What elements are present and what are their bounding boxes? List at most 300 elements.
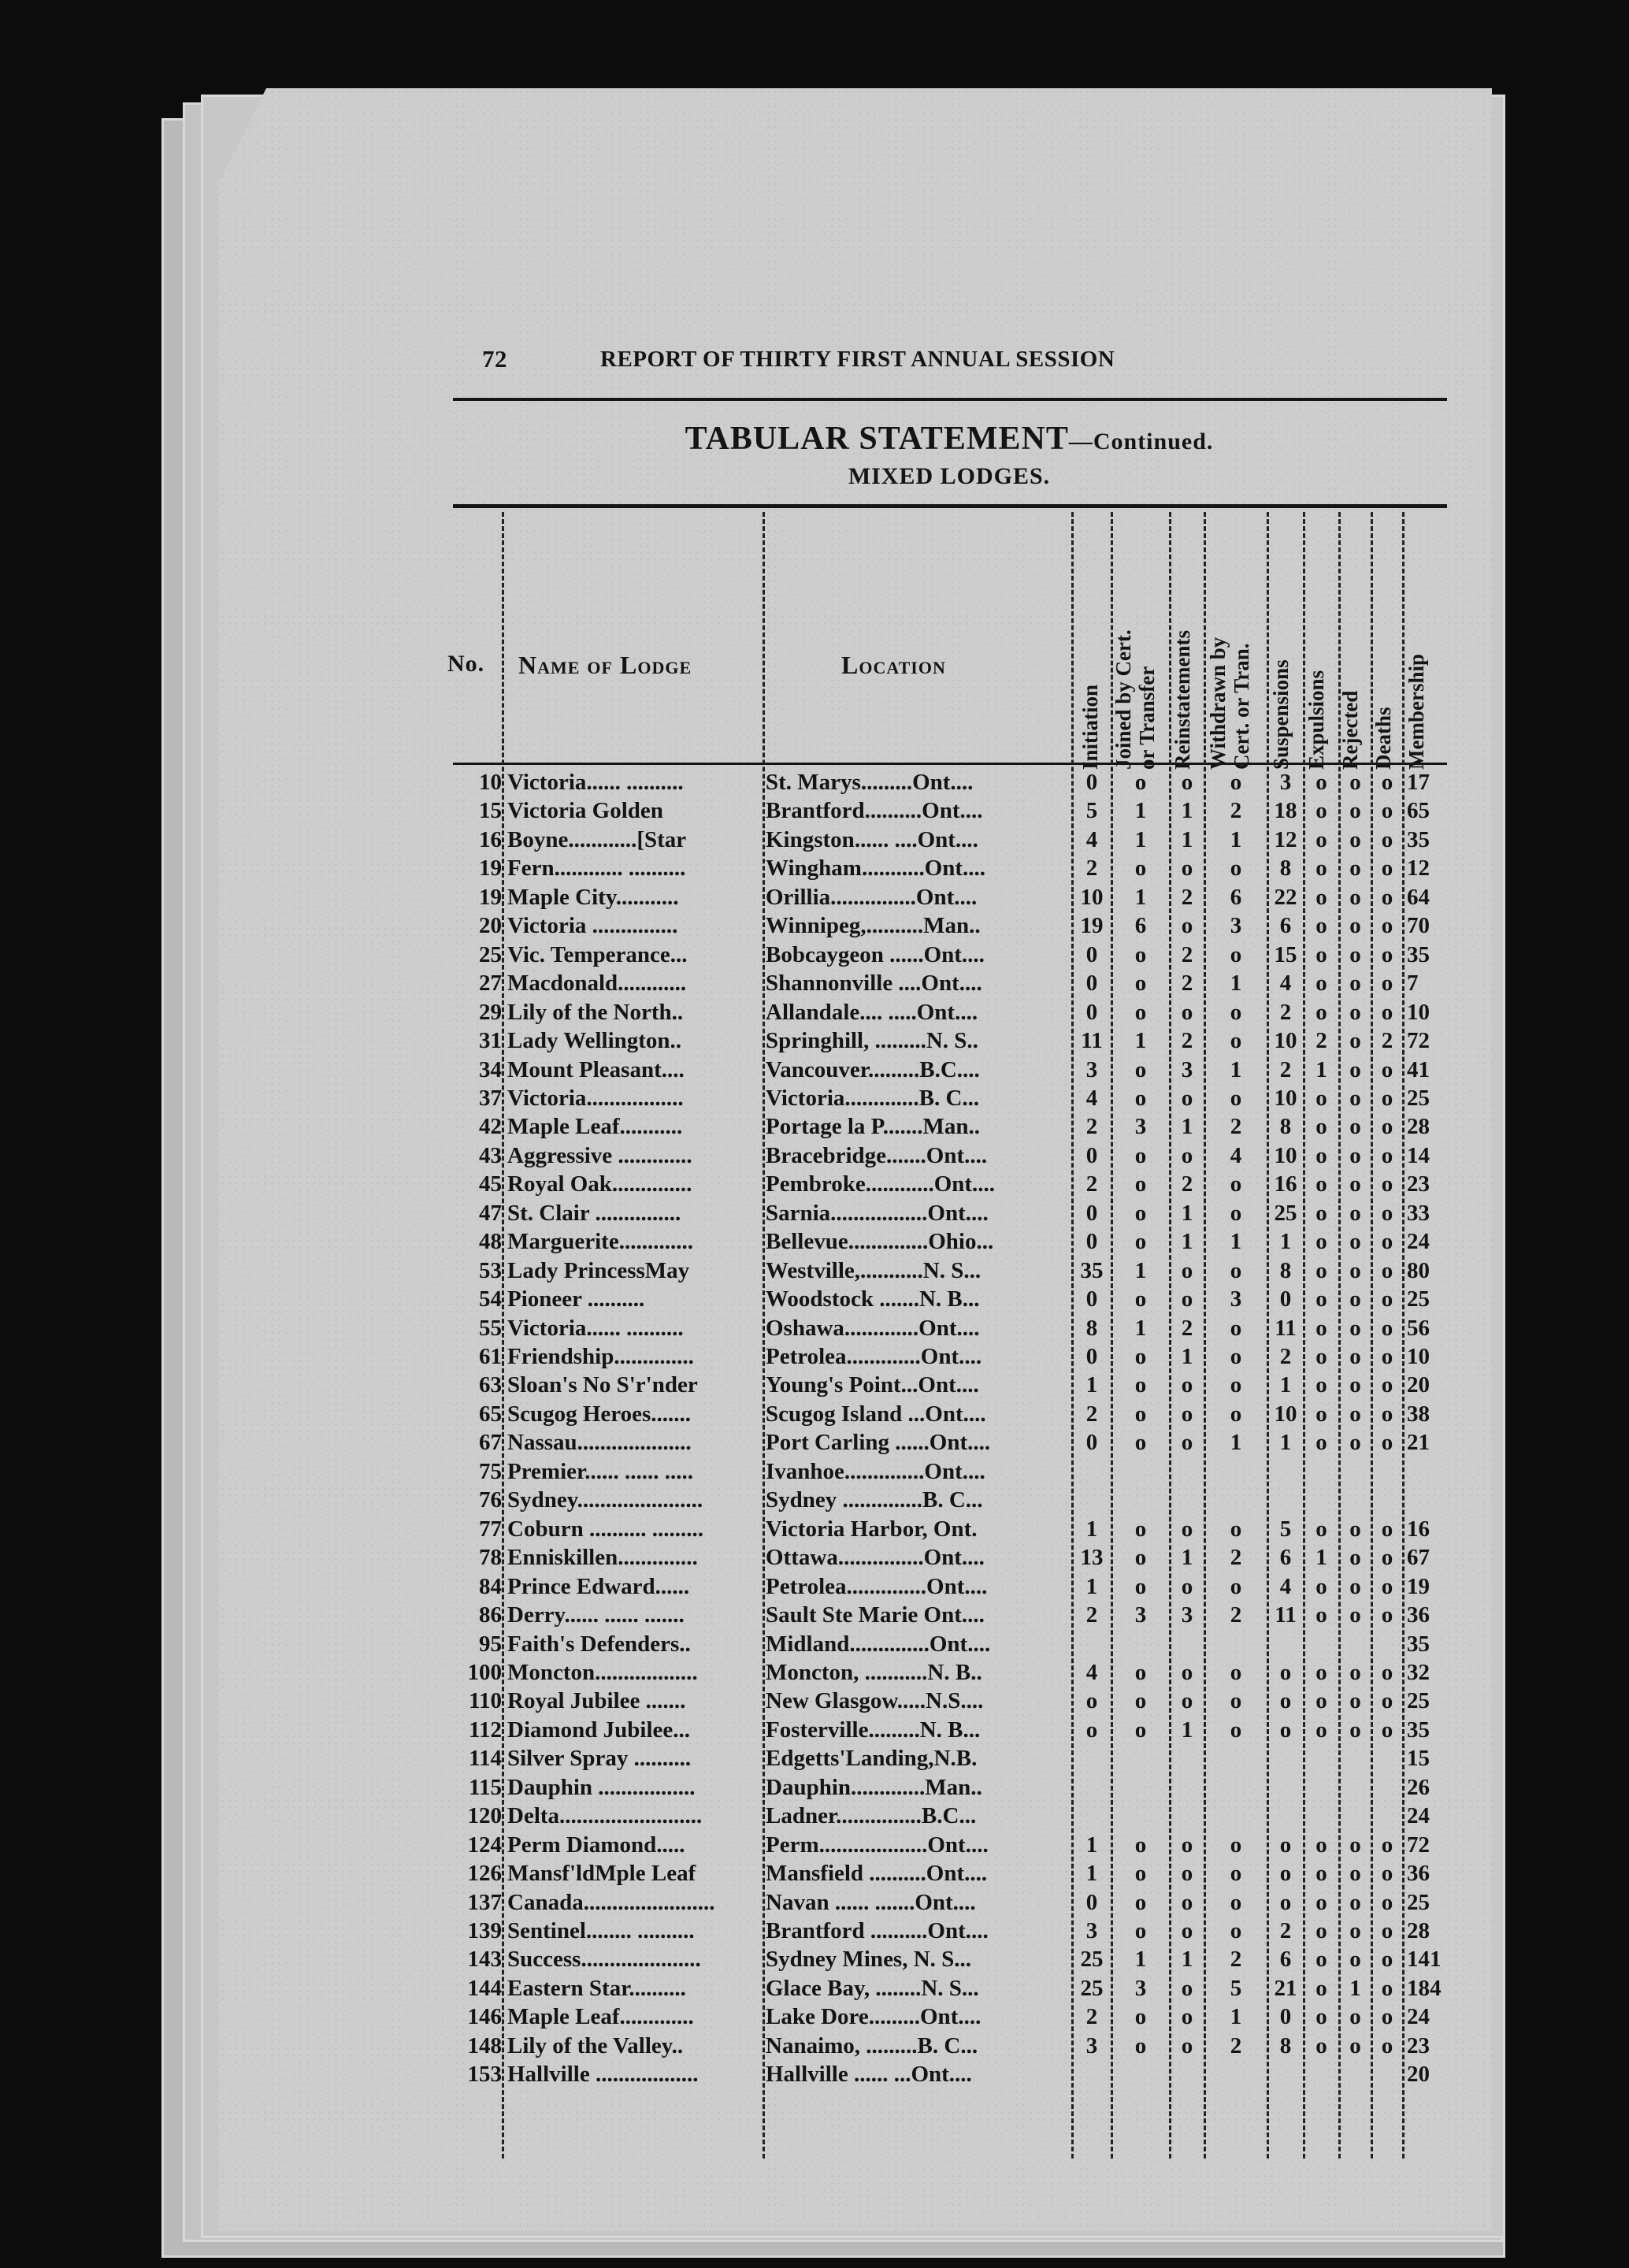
- lodge-location: Ladner...............B.C...: [766, 1804, 977, 1828]
- cell-rejected: o: [1349, 1401, 1361, 1427]
- lodge-name: Pioneer ..........: [507, 1287, 645, 1312]
- lodge-number: 63: [479, 1372, 502, 1398]
- cell-joined: o: [1134, 1401, 1147, 1427]
- lodge-name: Nassau....................: [507, 1431, 692, 1455]
- cell-rejected: o: [1349, 1918, 1361, 1943]
- lodge-name: Victoria.................: [507, 1086, 684, 1110]
- lodge-number: 20: [479, 913, 502, 939]
- cell-joined: o: [1134, 1372, 1147, 1398]
- lodge-number: 27: [479, 971, 502, 997]
- cell-expulsions: o: [1315, 1171, 1327, 1197]
- lodge-number: 34: [479, 1056, 502, 1082]
- table-row: [0, 2062, 1629, 2086]
- cell-rejected: o: [1349, 884, 1361, 910]
- cell-suspensions: 3: [1279, 770, 1292, 795]
- lodge-name: Sloan's No S'r'nder: [507, 1373, 698, 1398]
- cell-suspensions: 16: [1274, 1171, 1297, 1197]
- cell-withdrawn: o: [1230, 1688, 1242, 1714]
- lodge-location: Victoria.............B. C...: [766, 1086, 980, 1110]
- col-header-deaths: Deaths: [1371, 707, 1395, 770]
- cell-rejected: o: [1349, 1286, 1361, 1312]
- cell-membership: 141: [1407, 1947, 1442, 1973]
- cell-initiation: 1: [1085, 1372, 1098, 1398]
- cell-reinstatements: 2: [1181, 1171, 1193, 1197]
- cell-joined: o: [1134, 1573, 1147, 1599]
- cell-reinstatements: 2: [1181, 884, 1193, 910]
- lodge-name: Dauphin .................: [507, 1775, 696, 1799]
- lodge-number: 19: [479, 884, 502, 910]
- cell-rejected: o: [1349, 1832, 1361, 1858]
- lodge-name: Victoria...... ..........: [507, 770, 684, 794]
- cell-rejected: o: [1349, 941, 1361, 967]
- table-row: [0, 1517, 1629, 1541]
- cell-membership: 21: [1407, 1430, 1430, 1456]
- lodge-location: Midland..............Ont....: [766, 1631, 991, 1656]
- cell-joined: 3: [1134, 1975, 1147, 2001]
- cell-joined: 6: [1134, 913, 1147, 939]
- cell-suspensions: o: [1279, 1659, 1292, 1685]
- cell-withdrawn: 2: [1230, 1947, 1242, 1973]
- cell-deaths: o: [1381, 1257, 1393, 1283]
- cell-withdrawn: o: [1230, 1028, 1242, 1054]
- lodge-location: Vancouver.........B.C....: [766, 1057, 980, 1082]
- cell-joined: 1: [1134, 884, 1147, 910]
- cell-initiation: 13: [1080, 1545, 1104, 1571]
- cell-reinstatements: o: [1181, 1573, 1193, 1599]
- lodge-name: Faith's Defenders..: [507, 1631, 691, 1656]
- cell-withdrawn: o: [1230, 1171, 1242, 1197]
- table-row: [0, 1947, 1629, 1971]
- lodge-name: Marguerite.............: [507, 1230, 693, 1254]
- cell-suspensions: 18: [1274, 798, 1297, 824]
- cell-membership: 20: [1407, 1372, 1430, 1398]
- cell-suspensions: 2: [1279, 1918, 1292, 1943]
- cell-deaths: o: [1381, 1229, 1393, 1255]
- cell-rejected: o: [1349, 1142, 1361, 1168]
- cell-membership: 25: [1407, 1085, 1430, 1111]
- lodge-location: New Glasgow.....N.S....: [766, 1689, 984, 1713]
- cell-suspensions: 11: [1275, 1315, 1297, 1341]
- cell-withdrawn: 1: [1230, 1056, 1242, 1082]
- cell-expulsions: o: [1315, 2004, 1327, 2030]
- cell-membership: 23: [1407, 2032, 1430, 2058]
- cell-deaths: o: [1381, 1142, 1393, 1168]
- cell-joined: o: [1134, 1430, 1147, 1456]
- cell-withdrawn: o: [1230, 1573, 1242, 1599]
- lodge-name: Sentinel........ ..........: [507, 1919, 695, 1943]
- cell-joined: o: [1134, 1171, 1147, 1197]
- cell-initiation: 19: [1080, 913, 1104, 939]
- cell-rejected: o: [1349, 798, 1361, 824]
- cell-membership: 15: [1407, 1746, 1430, 1772]
- cell-rejected: o: [1349, 1372, 1361, 1398]
- cell-initiation: 1: [1085, 1516, 1098, 1542]
- lodge-name: Aggressive .............: [507, 1143, 692, 1167]
- cell-reinstatements: 3: [1181, 1056, 1193, 1082]
- lodge-location: Bobcaygeon ......Ont....: [766, 942, 985, 967]
- cell-reinstatements: o: [1181, 856, 1193, 882]
- lodge-location: Wingham...........Ont....: [766, 856, 986, 881]
- lodge-location: Kingston...... ....Ont....: [766, 827, 978, 852]
- cell-withdrawn: 2: [1230, 798, 1242, 824]
- cell-suspensions: 8: [1279, 856, 1292, 882]
- table-row: [0, 1661, 1629, 1684]
- cell-membership: 36: [1407, 1602, 1430, 1628]
- cell-deaths: o: [1381, 1975, 1393, 2001]
- cell-rejected: o: [1349, 1200, 1361, 1226]
- cell-suspensions: 21: [1274, 1975, 1297, 2001]
- lodge-location: Mansfield ..........Ont....: [766, 1862, 988, 1886]
- cell-withdrawn: 2: [1230, 1114, 1242, 1140]
- cell-membership: 17: [1407, 770, 1430, 795]
- table-row: [0, 799, 1629, 822]
- cell-withdrawn: 3: [1230, 1286, 1242, 1312]
- cell-initiation: 2: [1085, 1401, 1098, 1427]
- table-row: [0, 1919, 1629, 1943]
- col-header-suspensions: Suspensions: [1269, 659, 1293, 770]
- cell-joined: o: [1134, 1344, 1147, 1369]
- cell-joined: 1: [1134, 826, 1147, 852]
- cell-withdrawn: o: [1230, 1889, 1242, 1915]
- cell-deaths: o: [1381, 856, 1393, 882]
- cell-expulsions: o: [1315, 1085, 1327, 1111]
- lodge-name: Royal Oak..............: [507, 1172, 692, 1197]
- table-row: [0, 1862, 1629, 1885]
- cell-joined: 1: [1134, 1947, 1147, 1973]
- cell-expulsions: o: [1315, 1344, 1327, 1369]
- cell-initiation: 0: [1085, 1229, 1098, 1255]
- cell-suspensions: o: [1279, 1889, 1292, 1915]
- cell-initiation: 1: [1085, 1832, 1098, 1858]
- lodge-location: Pembroke............Ont....: [766, 1172, 996, 1197]
- cell-deaths: o: [1381, 826, 1393, 852]
- cell-joined: 1: [1134, 1315, 1147, 1341]
- lodge-number: 144: [467, 1975, 502, 2001]
- cell-reinstatements: o: [1181, 770, 1193, 795]
- lodge-name: Maple City...........: [507, 885, 679, 909]
- cell-initiation: 0: [1085, 770, 1098, 795]
- lodge-name: Success.....................: [507, 1947, 701, 1972]
- table-row: [0, 1402, 1629, 1426]
- cell-suspensions: 8: [1279, 1257, 1292, 1283]
- col-header-joined-2: or Transfer: [1135, 666, 1159, 770]
- cell-rejected: o: [1349, 1085, 1361, 1111]
- cell-expulsions: o: [1315, 1286, 1327, 1312]
- cell-suspensions: 6: [1279, 1545, 1292, 1571]
- table-title-continued: —Continued.: [1068, 429, 1214, 455]
- lodge-location: Winnipeg,..........Man..: [766, 914, 981, 938]
- cell-suspensions: 10: [1274, 1401, 1297, 1427]
- lodge-number: 47: [479, 1200, 502, 1226]
- lodge-name: Perm Diamond.....: [507, 1832, 685, 1857]
- lodge-number: 29: [479, 999, 502, 1025]
- cell-expulsions: 2: [1315, 1028, 1327, 1054]
- cell-membership: 25: [1407, 1889, 1430, 1915]
- cell-deaths: o: [1381, 1344, 1393, 1369]
- lodge-name: Delta.........................: [507, 1804, 703, 1828]
- cell-joined: o: [1134, 2004, 1147, 2030]
- lodge-number: 86: [479, 1602, 502, 1628]
- cell-reinstatements: 1: [1181, 1947, 1193, 1973]
- cell-expulsions: o: [1315, 971, 1327, 997]
- cell-membership: 64: [1407, 884, 1430, 910]
- cell-rejected: o: [1349, 1430, 1361, 1456]
- cell-initiation: 0: [1085, 1286, 1098, 1312]
- table-row: [0, 1287, 1629, 1311]
- cell-rejected: o: [1349, 1257, 1361, 1283]
- cell-suspensions: 10: [1274, 1085, 1297, 1111]
- lodge-name: Victoria...... ..........: [507, 1316, 684, 1340]
- cell-joined: 3: [1134, 1602, 1147, 1628]
- lodge-number: 19: [479, 856, 502, 882]
- table-row: [0, 1172, 1629, 1196]
- lodge-name: Royal Jubilee .......: [507, 1689, 686, 1713]
- lodge-number: 15: [479, 798, 502, 824]
- lodge-location: Woodstock .......N. B...: [766, 1287, 980, 1312]
- table-row: [0, 856, 1629, 880]
- cell-withdrawn: 2: [1230, 1545, 1242, 1571]
- table-row: [0, 1345, 1629, 1368]
- lodge-number: 126: [467, 1861, 502, 1887]
- lodge-location: Westville,...........N. S...: [766, 1258, 981, 1282]
- cell-reinstatements: o: [1181, 2004, 1193, 2030]
- lodge-number: 112: [469, 1717, 502, 1743]
- lodge-location: Edgetts'Landing,N.B.: [766, 1746, 978, 1771]
- cell-reinstatements: o: [1181, 1659, 1193, 1685]
- cell-initiation: 0: [1085, 999, 1098, 1025]
- cell-rejected: o: [1349, 1861, 1361, 1887]
- table-row: [0, 1977, 1629, 2000]
- cell-deaths: o: [1381, 1717, 1393, 1743]
- cell-membership: 20: [1407, 2062, 1430, 2088]
- cell-joined: o: [1134, 1832, 1147, 1858]
- cell-withdrawn: 1: [1230, 971, 1242, 997]
- table-row: [0, 1431, 1629, 1454]
- cell-reinstatements: o: [1181, 1889, 1193, 1915]
- lodge-number: 65: [479, 1401, 502, 1427]
- table-row: [0, 1804, 1629, 1828]
- lodge-number: 16: [479, 826, 502, 852]
- lodge-number: 95: [479, 1631, 502, 1657]
- lodge-location: Perm...................Ont....: [766, 1832, 989, 1857]
- cell-deaths: o: [1381, 1516, 1393, 1542]
- cell-joined: 1: [1134, 798, 1147, 824]
- cell-initiation: 0: [1085, 1200, 1098, 1226]
- lodge-number: 143: [467, 1947, 502, 1973]
- lodge-name: Eastern Star..........: [507, 1976, 686, 2000]
- cell-initiation: 2: [1085, 1171, 1098, 1197]
- cell-deaths: o: [1381, 971, 1393, 997]
- cell-suspensions: 8: [1279, 2032, 1292, 2058]
- lodge-number: 110: [469, 1688, 502, 1714]
- cell-membership: 16: [1407, 1516, 1430, 1542]
- cell-initiation: 1: [1085, 1573, 1098, 1599]
- table-subtitle: MIXED LODGES.: [848, 463, 1051, 489]
- cell-initiation: 0: [1085, 1889, 1098, 1915]
- cell-reinstatements: o: [1181, 1372, 1193, 1398]
- cell-deaths: o: [1381, 1573, 1393, 1599]
- lodge-location: Petrolea..............Ont....: [766, 1574, 988, 1598]
- table-row: [0, 1000, 1629, 1024]
- table-row: [0, 1603, 1629, 1627]
- lodge-number: 45: [479, 1171, 502, 1197]
- cell-reinstatements: 1: [1181, 1229, 1193, 1255]
- cell-joined: o: [1134, 941, 1147, 967]
- lodge-name: Lily of the North..: [507, 1000, 684, 1024]
- cell-deaths: o: [1381, 999, 1393, 1025]
- cell-reinstatements: 2: [1181, 1028, 1193, 1054]
- cell-suspensions: 0: [1279, 2004, 1292, 2030]
- cell-expulsions: o: [1315, 1602, 1327, 1628]
- cell-reinstatements: o: [1181, 999, 1193, 1025]
- cell-deaths: o: [1381, 1659, 1393, 1685]
- cell-joined: o: [1134, 1200, 1147, 1226]
- cell-deaths: o: [1381, 1056, 1393, 1082]
- cell-expulsions: o: [1315, 1516, 1327, 1542]
- cell-joined: o: [1134, 1688, 1147, 1714]
- lodge-name: Scugog Heroes.......: [507, 1401, 692, 1426]
- lodge-location: Sydney ..............B. C...: [766, 1488, 983, 1513]
- lodge-name: Victoria Golden: [507, 799, 663, 823]
- cell-expulsions: o: [1315, 1430, 1327, 1456]
- cell-joined: o: [1134, 1229, 1147, 1255]
- table-row: [0, 1201, 1629, 1225]
- cell-joined: 1: [1134, 1257, 1147, 1283]
- table-row: [0, 1488, 1629, 1512]
- cell-expulsions: o: [1315, 1975, 1327, 2001]
- lodge-location: Brantford..........Ont....: [766, 799, 983, 823]
- cell-withdrawn: o: [1230, 856, 1242, 882]
- table-row: [0, 1575, 1629, 1598]
- cell-withdrawn: 3: [1230, 913, 1242, 939]
- cell-withdrawn: o: [1230, 1717, 1242, 1743]
- cell-reinstatements: 3: [1181, 1602, 1193, 1628]
- cell-rejected: o: [1349, 1229, 1361, 1255]
- cell-rejected: o: [1349, 1602, 1361, 1628]
- lodge-number: 31: [479, 1028, 502, 1054]
- lodge-name: Hallville ..................: [507, 2062, 699, 2087]
- lodge-number: 78: [479, 1545, 502, 1571]
- cell-expulsions: o: [1315, 1200, 1327, 1226]
- cell-membership: 26: [1407, 1774, 1430, 1800]
- lodge-number: 10: [479, 770, 502, 795]
- cell-rejected: o: [1349, 1659, 1361, 1685]
- lodge-number: 84: [479, 1573, 502, 1599]
- cell-joined: o: [1134, 2032, 1147, 2058]
- lodge-location: Ottawa...............Ont....: [766, 1546, 985, 1570]
- lodge-name: Premier...... ...... .....: [507, 1459, 693, 1483]
- cell-joined: o: [1134, 1861, 1147, 1887]
- cell-deaths: o: [1381, 1286, 1393, 1312]
- lodge-location: Bellevue..............Ohio...: [766, 1230, 994, 1254]
- cell-withdrawn: o: [1230, 1659, 1242, 1685]
- cell-withdrawn: 5: [1230, 1975, 1242, 2001]
- col-header-rejected: Rejected: [1338, 690, 1362, 770]
- cell-withdrawn: o: [1230, 1315, 1242, 1341]
- cell-membership: 41: [1407, 1056, 1430, 1082]
- table-row: [0, 885, 1629, 909]
- table-row: [0, 1058, 1629, 1082]
- cell-rejected: o: [1349, 913, 1361, 939]
- cell-expulsions: o: [1315, 1229, 1327, 1255]
- lodge-name: Maple Leaf...........: [507, 1115, 683, 1139]
- lodge-number: 25: [479, 941, 502, 967]
- cell-rejected: o: [1349, 1114, 1361, 1140]
- cell-membership: 33: [1407, 1200, 1430, 1226]
- cell-rejected: 1: [1349, 1975, 1361, 2001]
- lodge-name: Macdonald............: [507, 971, 687, 996]
- lodge-location: Portage la P.......Man..: [766, 1115, 980, 1139]
- cell-rejected: o: [1349, 971, 1361, 997]
- cell-suspensions: 4: [1279, 1573, 1292, 1599]
- cell-rejected: o: [1349, 1688, 1361, 1714]
- cell-deaths: o: [1381, 1085, 1393, 1111]
- cell-reinstatements: 1: [1181, 826, 1193, 852]
- cell-reinstatements: o: [1181, 1516, 1193, 1542]
- cell-suspensions: 11: [1275, 1602, 1297, 1628]
- cell-initiation: 1: [1085, 1861, 1098, 1887]
- cell-initiation: 35: [1080, 1257, 1104, 1283]
- cell-initiation: 0: [1085, 1142, 1098, 1168]
- cell-suspensions: 1: [1279, 1372, 1292, 1398]
- lodge-name: Prince Edward......: [507, 1574, 690, 1598]
- lodge-number: 100: [467, 1659, 502, 1685]
- cell-membership: 35: [1407, 1717, 1430, 1743]
- cell-expulsions: o: [1315, 1573, 1327, 1599]
- cell-expulsions: o: [1315, 1832, 1327, 1858]
- page-header: [482, 345, 1293, 380]
- page-number: 72: [482, 345, 507, 373]
- cell-reinstatements: o: [1181, 1861, 1193, 1887]
- cell-deaths: o: [1381, 1114, 1393, 1140]
- col-header-withdrawn-2: Cert. or Tran.: [1230, 643, 1253, 770]
- lodge-number: 55: [479, 1315, 502, 1341]
- cell-joined: o: [1134, 1659, 1147, 1685]
- cell-rejected: o: [1349, 1056, 1361, 1082]
- table-title-main: TABULAR STATEMENT: [685, 421, 1069, 457]
- cell-expulsions: 1: [1315, 1545, 1327, 1571]
- cell-membership: 184: [1407, 1975, 1442, 2001]
- lodge-location: Sault Ste Marie Ont....: [766, 1603, 985, 1628]
- cell-reinstatements: o: [1181, 2032, 1193, 2058]
- cell-membership: 24: [1407, 2004, 1430, 2030]
- lodge-name: Lily of the Valley..: [507, 2033, 684, 2058]
- cell-reinstatements: 1: [1181, 1545, 1193, 1571]
- cell-membership: 25: [1407, 1688, 1430, 1714]
- lodge-location: Dauphin.............Man..: [766, 1775, 982, 1799]
- cell-reinstatements: 2: [1181, 941, 1193, 967]
- cell-membership: 7: [1407, 971, 1419, 997]
- cell-rejected: o: [1349, 1717, 1361, 1743]
- cell-reinstatements: o: [1181, 1975, 1193, 2001]
- cell-membership: 35: [1407, 826, 1430, 852]
- cell-expulsions: o: [1315, 1861, 1327, 1887]
- cell-reinstatements: 2: [1181, 971, 1193, 997]
- cell-withdrawn: o: [1230, 1861, 1242, 1887]
- header-rule: [453, 398, 1447, 401]
- table-row: [0, 1460, 1629, 1483]
- cell-membership: 23: [1407, 1171, 1430, 1197]
- lodge-location: St. Marys.........Ont....: [766, 770, 974, 794]
- table-row: [0, 1833, 1629, 1857]
- lodge-location: Oshawa.............Ont....: [766, 1316, 980, 1340]
- cell-initiation: 4: [1085, 826, 1098, 852]
- cell-deaths: o: [1381, 1200, 1393, 1226]
- cell-suspensions: 6: [1279, 913, 1292, 939]
- cell-membership: 10: [1407, 1344, 1430, 1369]
- col-header-membership: Membership: [1405, 654, 1428, 770]
- cell-expulsions: o: [1315, 1918, 1327, 1943]
